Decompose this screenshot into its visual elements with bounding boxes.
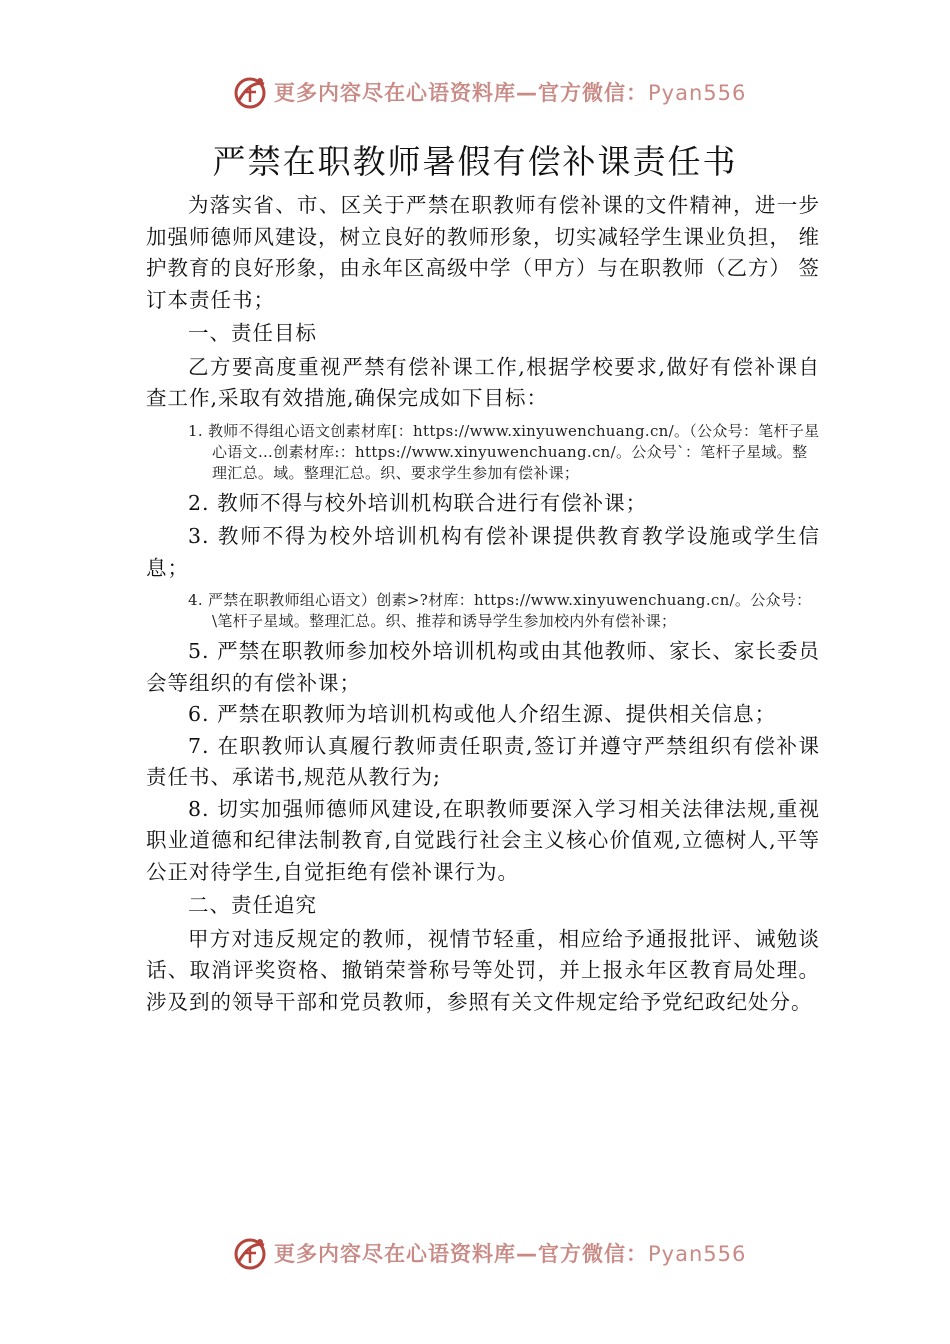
section1-heading: 一、责任目标 xyxy=(188,321,317,345)
footer-banner xyxy=(230,1231,790,1275)
list-item-8: 8. 切实加强师德师风建设,在职教师要深入学习相关法律法规,重视职业道德和纪律法制教育,自觉践行社会主义核心价值观,立德树人,平等公正对待学生,自觉拒绝有偿补课行为。 xyxy=(146,796,820,884)
logo-icon xyxy=(230,72,270,112)
list-item-6: 6. 严禁在职教师为培训机构或他人介绍生源、提供相关信息； xyxy=(188,702,777,726)
list-item-2: 2. 教师不得与校外培训机构联合进行有偿补课； xyxy=(188,490,648,515)
document-title: 严禁在职教师暑假有偿补课责任书 xyxy=(212,142,738,181)
intro-paragraph: 为落实省、市、区关于严禁在职教师有偿补课的文件精神，进一步加强师德师风建设，树立良好的教师形象，切实减轻学生课业负担， 维护教育的良好形象，由永年区高级中学（甲方）与在职教师（乙方） 签订本责任书； xyxy=(146,193,821,312)
logo-icon xyxy=(230,1233,270,1273)
document-body xyxy=(146,190,820,1018)
footer-banner-text xyxy=(274,1238,746,1268)
footer-wechat-id: Pyan556 xyxy=(648,1242,747,1266)
section1-intro: 乙方要高度重视严禁有偿补课工作,根据学校要求,做好有偿补课自查工作,采取有效措施,确保完成如下目标： xyxy=(146,354,820,410)
list-item-5: 5. 严禁在职教师参加校外培训机构或由其他教师、家长、家长委员会等组织的有偿补课； xyxy=(146,639,820,695)
list-item-1: 1. 教师不得组心语文创素材库[：https://www.xinyuwenchuang.cn/。（公众号：笔杆子星心语文…创素材库:：https://www.xinyuwenchuang.cn/。公众号`：笔杆子星域。整理汇总。域。整理汇总。织、要求学生参加有偿补课； xyxy=(188,421,820,482)
footer-banner-label: 更多内容尽在心语资料库—官方微信： xyxy=(274,1242,648,1266)
header-banner-text xyxy=(274,77,746,107)
list-item-7: 7. 在职教师认真履行教师责任职责,签订并遵守严禁组织有偿补课责任书、承诺书,规范从教行为; xyxy=(146,733,820,789)
section2-heading: 二、责任追究 xyxy=(188,893,317,917)
header-banner-label: 更多内容尽在心语资料库—官方微信： xyxy=(274,81,648,105)
list-item-3: 3. 教师不得为校外培训机构有偿补课提供教育教学设施或学生信息； xyxy=(146,524,820,580)
section2-body: 甲方对违反规定的教师，视情节轻重，相应给予通报批评、诫勉谈话、取消评奖资格、撤销荣誉称号等处罚，并上报永年区教育局处理。涉及到的领导干部和党员教师，参照有关文件规定给予党纪政纪处分。 xyxy=(146,926,820,1014)
header-wechat-id: Pyan556 xyxy=(648,81,747,105)
header-banner xyxy=(230,70,790,114)
list-item-4: 4. 严禁在职教师组心语文）创素>?材库：https://www.xinyuwenchuang.cn/。公众号：\笔杆子星域。整理汇总。织、推荐和诱导学生参加校内外有偿补课； xyxy=(188,591,812,630)
